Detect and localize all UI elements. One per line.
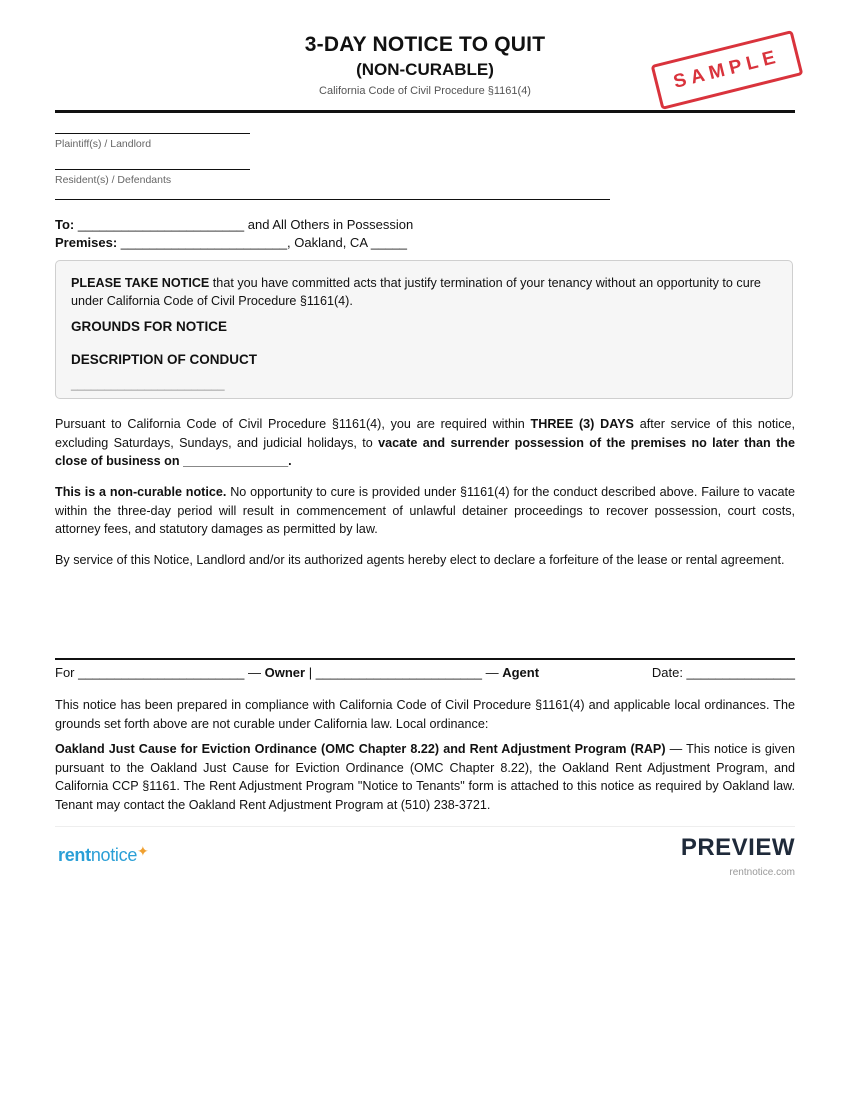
to-line (55, 217, 413, 232)
vacate-text-2: after service of this notice, excluding Saturdays, Sundays, and judicial holidays, to (55, 417, 796, 450)
signature-rule (55, 658, 795, 660)
document-header (55, 0, 795, 113)
for-blank: For _______________________ — (55, 665, 265, 680)
resident-field (55, 169, 250, 186)
agent-label: Agent (502, 665, 540, 680)
non-curable-paragraph (55, 483, 795, 539)
statute-reference: California Code of Civil Procedure §1161(4) (319, 85, 531, 97)
agent-blank: | _______________________ — (305, 665, 503, 680)
compliance-paragraph: This notice has been prepared in compliance with California Code of Civil Procedure §1161(4) and applicable local ordinances. The grounds set forth above are not curable under California law. Local ordinance: (55, 698, 795, 731)
to-label: To: (55, 217, 75, 232)
rentnotice-logo[interactable] (58, 845, 148, 866)
ordinance-paragraph (55, 740, 795, 814)
sparkle-icon: ✦ (137, 843, 149, 859)
vacate-paragraph (55, 415, 795, 471)
date-field: Date: _______________ (651, 665, 795, 680)
notice-lead-text: that you have committed acts that justify termination of your tenancy without an opportunity to cure under California Code of Civil Procedure §1161(4). (71, 276, 761, 308)
landlord-signature-line (55, 133, 250, 134)
premises-label: Premises: (55, 235, 118, 250)
resident-label: Resident(s) / Defendants (55, 174, 172, 186)
landlord-field (55, 133, 250, 150)
vacate-text-1: Pursuant to California Code of Civil Procedure §1161(4), you are required within (55, 417, 531, 431)
site-link[interactable]: rentnotice.com (729, 867, 795, 878)
notice-page (55, 0, 796, 878)
notice-box (55, 260, 793, 399)
document-title: 3-DAY NOTICE TO QUIT (304, 33, 546, 56)
conduct-blank: _______________________ (71, 377, 225, 391)
notice-lead-bold: PLEASE TAKE NOTICE (71, 276, 210, 290)
non-curable-lead: This is a non-curable notice. (55, 485, 227, 499)
to-text: _______________________ and All Others in Possession (74, 217, 414, 232)
ordinance-title: Oakland Just Cause for Eviction Ordinance (OMC Chapter 8.22) and Rent Adjustment Program (RAP) (55, 742, 666, 756)
logo-rest: notice (90, 845, 138, 865)
resident-signature-line (55, 169, 250, 170)
premises-text: _______________________, Oakland, CA _____ (117, 235, 408, 250)
vacate-deadline: vacate and surrender possession of the premises no later than the close of business on _______________. (55, 435, 795, 468)
ordinance-text: — This notice is given pursuant to the Oakland Just Cause for Eviction Ordinance (OMC Chapter 8.22), the Oakland Rent Adjustment Program, and California CCP §1161. The Rent Adjustment Program "Notice to Tenants" form is attached to this notice as required by Oakland law. Tenant may contact the Oakland Rent Adjustment Program at (510) 238-3721. (55, 742, 795, 812)
sample-stamp: SAMPLE (651, 30, 804, 110)
conduct-heading: DESCRIPTION OF CONDUCT (71, 352, 258, 367)
notice-lead (71, 274, 777, 310)
landlord-label: Plaintiff(s) / Landlord (55, 138, 152, 150)
grounds-heading: GROUNDS FOR NOTICE (71, 319, 228, 334)
separator-line (55, 199, 610, 200)
non-curable-text: No opportunity to cure is provided under §1161(4) for the conduct described above. Failure to vacate within the three-day period will result in commencement of unlawful detainer proceedings to recover possession, court costs, attorney fees, and statutory damages as permitted by law. (55, 485, 795, 536)
document-subtitle: (NON-CURABLE) (356, 60, 494, 79)
vacate-days: THREE (3) DAYS (530, 417, 634, 431)
preview-label: PREVIEW (680, 834, 795, 861)
owner-label: Owner (264, 665, 306, 680)
premises-line (55, 235, 407, 250)
logo-bold: rent (58, 845, 91, 865)
forfeiture-paragraph: By service of this Notice, Landlord and/or its authorized agents hereby elect to declare a forfeiture of the lease or rental agreement. (55, 553, 785, 567)
footer-divider (55, 826, 795, 827)
signature-row (55, 665, 795, 680)
